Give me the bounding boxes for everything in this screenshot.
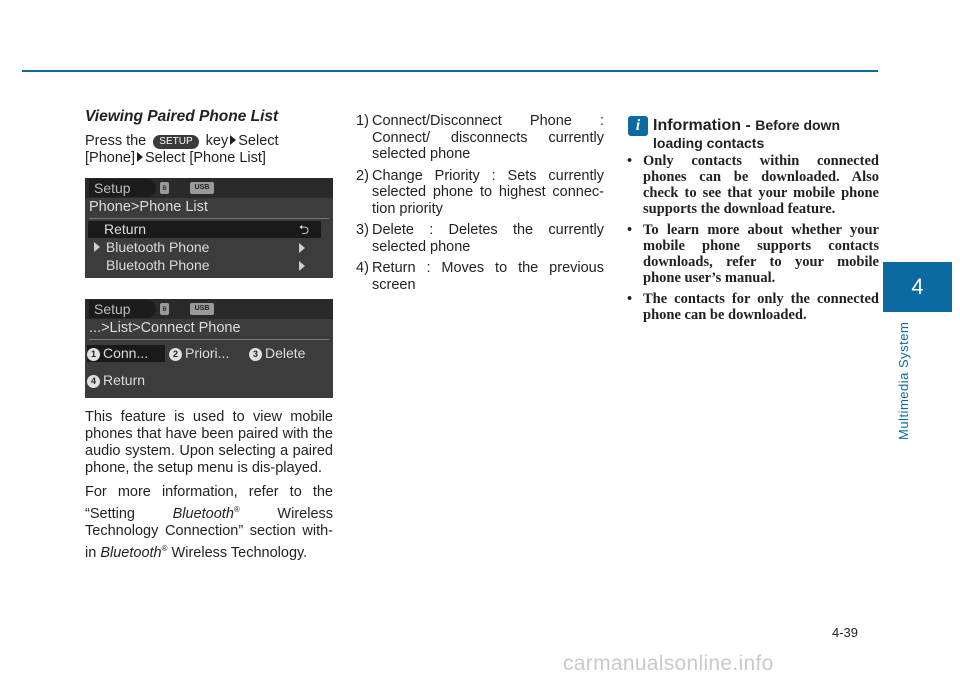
return-button[interactable]: 4 Return <box>87 372 145 389</box>
bluetooth-phone-row[interactable]: Bluetooth Phone <box>106 257 210 273</box>
section-heading: Viewing Paired Phone List <box>85 108 279 125</box>
screen-path: ...>List>Connect Phone <box>89 320 241 336</box>
chevron-right-icon <box>299 243 305 253</box>
info-column <box>627 115 879 328</box>
chevron-right-icon <box>299 261 305 271</box>
usb-icon: USB <box>190 182 214 194</box>
bluetooth-icon: ʙ <box>160 182 169 194</box>
reference-para: For more information, refer to the “Setting Bluetooth® Wireless Technology Connection” section with-in Bluetooth® Wireless Technology. <box>85 484 334 561</box>
cursor-arrow-icon <box>94 242 100 252</box>
chapter-label: Multimedia System <box>896 321 911 440</box>
info-title: Information - Before down <box>653 117 840 134</box>
priority-button[interactable]: 2 Priori... <box>169 345 229 362</box>
page-number: 4-39 <box>832 625 859 640</box>
back-icon[interactable]: ⮌ <box>287 221 321 238</box>
info-bullet: • The contacts for only the connected phone can be downloaded. <box>627 291 879 323</box>
delete-button[interactable]: 3 Delete <box>249 345 305 362</box>
chapter-tab: 4 <box>883 262 952 312</box>
press-text: Press the <box>85 133 147 149</box>
info-icon: i <box>628 116 648 136</box>
bluetooth-phone-row[interactable]: Bluetooth Phone <box>88 239 307 256</box>
info-subtitle: loading contacts <box>653 135 765 151</box>
arrow-right-icon <box>137 152 143 162</box>
setup-title: Setup <box>89 179 156 197</box>
number-badge: 1 <box>87 348 100 361</box>
setup-title: Setup <box>89 300 156 318</box>
middle-column <box>356 113 604 298</box>
setup-key-badge: SETUP <box>153 135 198 149</box>
list-item: 2) Change Priority : Sets currently selected phone to highest connec-tion priority <box>356 167 604 217</box>
list-item: 4) Return : Moves to the previous screen <box>356 260 604 293</box>
info-bullet: • To learn more about whether your mobile phone supports contacts downloads, refer to your mobile phone user’s manual. <box>627 222 879 286</box>
list-item: 1) Connect/Disconnect Phone : Connect/ disconnects currently selected phone <box>356 113 604 162</box>
phone-list-screen <box>85 178 333 278</box>
connect-phone-screen <box>85 299 333 398</box>
select-phone-list-text: Select [Phone List] <box>145 150 266 166</box>
number-badge: 3 <box>249 348 262 361</box>
select-text: Select <box>238 133 279 149</box>
number-badge: 4 <box>87 375 100 388</box>
left-column <box>85 108 333 174</box>
list-item: 3) Delete : Deletes the currently selected phone <box>356 222 604 255</box>
screen-path: Phone>Phone List <box>89 199 208 215</box>
number-badge: 2 <box>169 348 182 361</box>
left-body <box>85 409 333 569</box>
top-rule <box>22 70 878 72</box>
phone-text: [Phone] <box>85 150 135 166</box>
info-bullet: • Only contacts within connected phones can be downloaded. Also check to see that your mobile phone supports the download feature. <box>627 153 879 217</box>
watermark[interactable]: carmanualsonline.info <box>563 652 774 675</box>
instruction-text <box>85 133 333 167</box>
info-header <box>627 115 879 153</box>
screen-titlebar <box>85 299 333 319</box>
key-text: key <box>205 133 229 149</box>
divider <box>89 339 329 340</box>
usb-icon: USB <box>190 303 214 315</box>
divider <box>89 218 329 219</box>
return-row[interactable]: Return <box>88 221 307 238</box>
description-para: This feature is used to view mobile phones that have been paired with the audio system. Upon selecting a paired phone, the setup menu is dis-played. <box>85 409 333 476</box>
bluetooth-icon: ʙ <box>160 303 169 315</box>
arrow-right-icon <box>230 135 236 145</box>
screen-titlebar <box>85 178 333 198</box>
connect-button[interactable]: 1 Conn... <box>87 345 165 362</box>
